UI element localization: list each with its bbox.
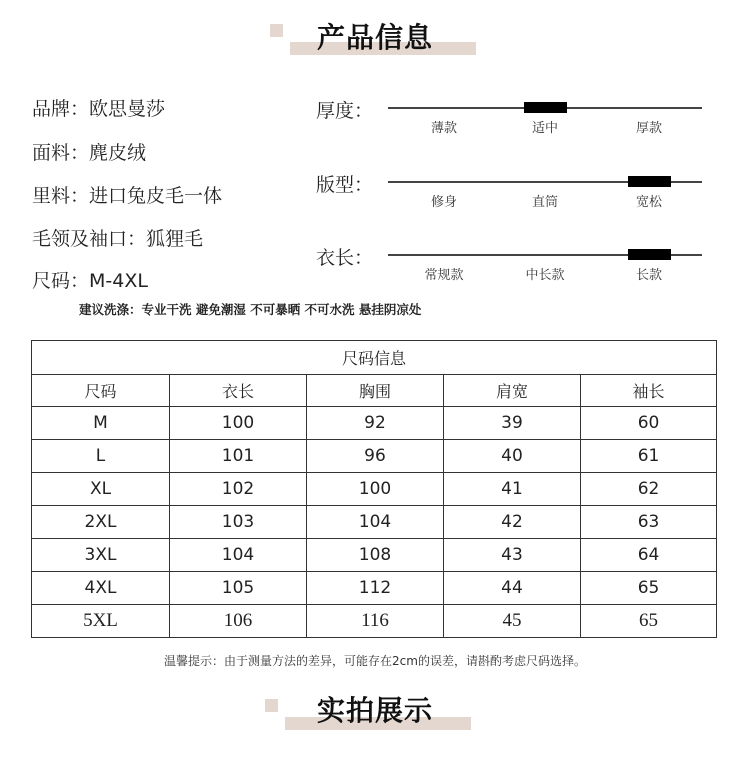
photos-header	[0, 685, 750, 745]
meter-marker	[628, 249, 671, 260]
meter-option: 薄款	[430, 121, 457, 136]
meter-label: 厚度：	[316, 100, 374, 122]
meter-label: 衣长：	[316, 247, 374, 269]
table-cell: 39	[444, 407, 581, 440]
column-header: 尺码	[32, 375, 170, 407]
meter-option: 厚款	[635, 121, 662, 136]
table-cell: 116	[307, 605, 444, 638]
table-cell: 42	[444, 506, 581, 539]
length-meter	[316, 243, 716, 293]
size-table	[31, 340, 717, 638]
meter-option: 修身	[430, 195, 457, 210]
table-cell: 102	[170, 473, 307, 506]
meter-option: 常规款	[424, 268, 464, 283]
care-instructions: 建议洗涤：专业干洗 避免潮湿 不可暴晒 不可水洗 悬挂阴凉处	[79, 302, 422, 317]
table-cell: 61	[581, 440, 717, 473]
table-row	[32, 407, 717, 440]
meter-option: 直筒	[531, 195, 558, 210]
table-cell: 105	[170, 572, 307, 605]
sizes-text: 尺码：M-4XL	[32, 270, 148, 292]
table-cell: M	[32, 407, 170, 440]
lining-text: 里料：进口兔皮毛一体	[32, 185, 223, 207]
table-cell: 4XL	[32, 572, 170, 605]
table-cell: L	[32, 440, 170, 473]
meter-marker	[628, 176, 671, 187]
collar-cuff-text: 毛领及袖口：狐狸毛	[32, 228, 204, 250]
table-cell: 63	[581, 506, 717, 539]
table-cell: 96	[307, 440, 444, 473]
column-header: 胸围	[307, 375, 444, 407]
column-header: 衣长	[170, 375, 307, 407]
product-info-title: 产品信息	[316, 21, 433, 54]
table-cell: 104	[307, 506, 444, 539]
table-cell: 64	[581, 539, 717, 572]
meter-label: 版型：	[316, 174, 374, 196]
table-cell: 108	[307, 539, 444, 572]
meter-marker	[524, 102, 567, 113]
table-row	[32, 605, 717, 638]
column-header: 肩宽	[444, 375, 581, 407]
fit-meter	[316, 170, 716, 220]
meter-option: 中长款	[525, 268, 565, 283]
table-cell: 40	[444, 440, 581, 473]
table-cell: 62	[581, 473, 717, 506]
table-cell: 100	[307, 473, 444, 506]
meter-option: 长款	[635, 268, 662, 283]
photos-title: 实拍展示	[316, 694, 433, 727]
table-cell: 2XL	[32, 506, 170, 539]
table-row	[32, 539, 717, 572]
table-cell: 5XL	[32, 605, 170, 638]
table-cell: 45	[444, 605, 581, 638]
table-cell: 43	[444, 539, 581, 572]
table-row	[32, 506, 717, 539]
thickness-meter	[316, 96, 716, 146]
table-cell: 44	[444, 572, 581, 605]
table-cell: XL	[32, 473, 170, 506]
meter-option: 宽松	[635, 195, 662, 210]
size-table-caption: 尺码信息	[32, 341, 717, 375]
meter-option: 适中	[531, 121, 558, 136]
fabric-text: 面料：麂皮绒	[32, 142, 147, 164]
product-info-header	[0, 10, 750, 70]
table-cell: 104	[170, 539, 307, 572]
table-cell: 103	[170, 506, 307, 539]
table-row	[32, 473, 717, 506]
table-cell: 41	[444, 473, 581, 506]
table-row	[32, 572, 717, 605]
brand-text: 品牌：欧思曼莎	[32, 98, 166, 120]
table-cell: 65	[581, 572, 717, 605]
table-cell: 100	[170, 407, 307, 440]
size-tip: 温馨提示：由于测量方法的差异，可能存在2cm的误差，请斟酌考虑尺码选择。	[164, 654, 586, 668]
table-cell: 112	[307, 572, 444, 605]
column-header: 袖长	[581, 375, 717, 407]
table-row	[32, 440, 717, 473]
table-cell: 92	[307, 407, 444, 440]
table-cell: 65	[581, 605, 717, 638]
table-cell: 106	[170, 605, 307, 638]
table-cell: 101	[170, 440, 307, 473]
table-cell: 60	[581, 407, 717, 440]
table-cell: 3XL	[32, 539, 170, 572]
